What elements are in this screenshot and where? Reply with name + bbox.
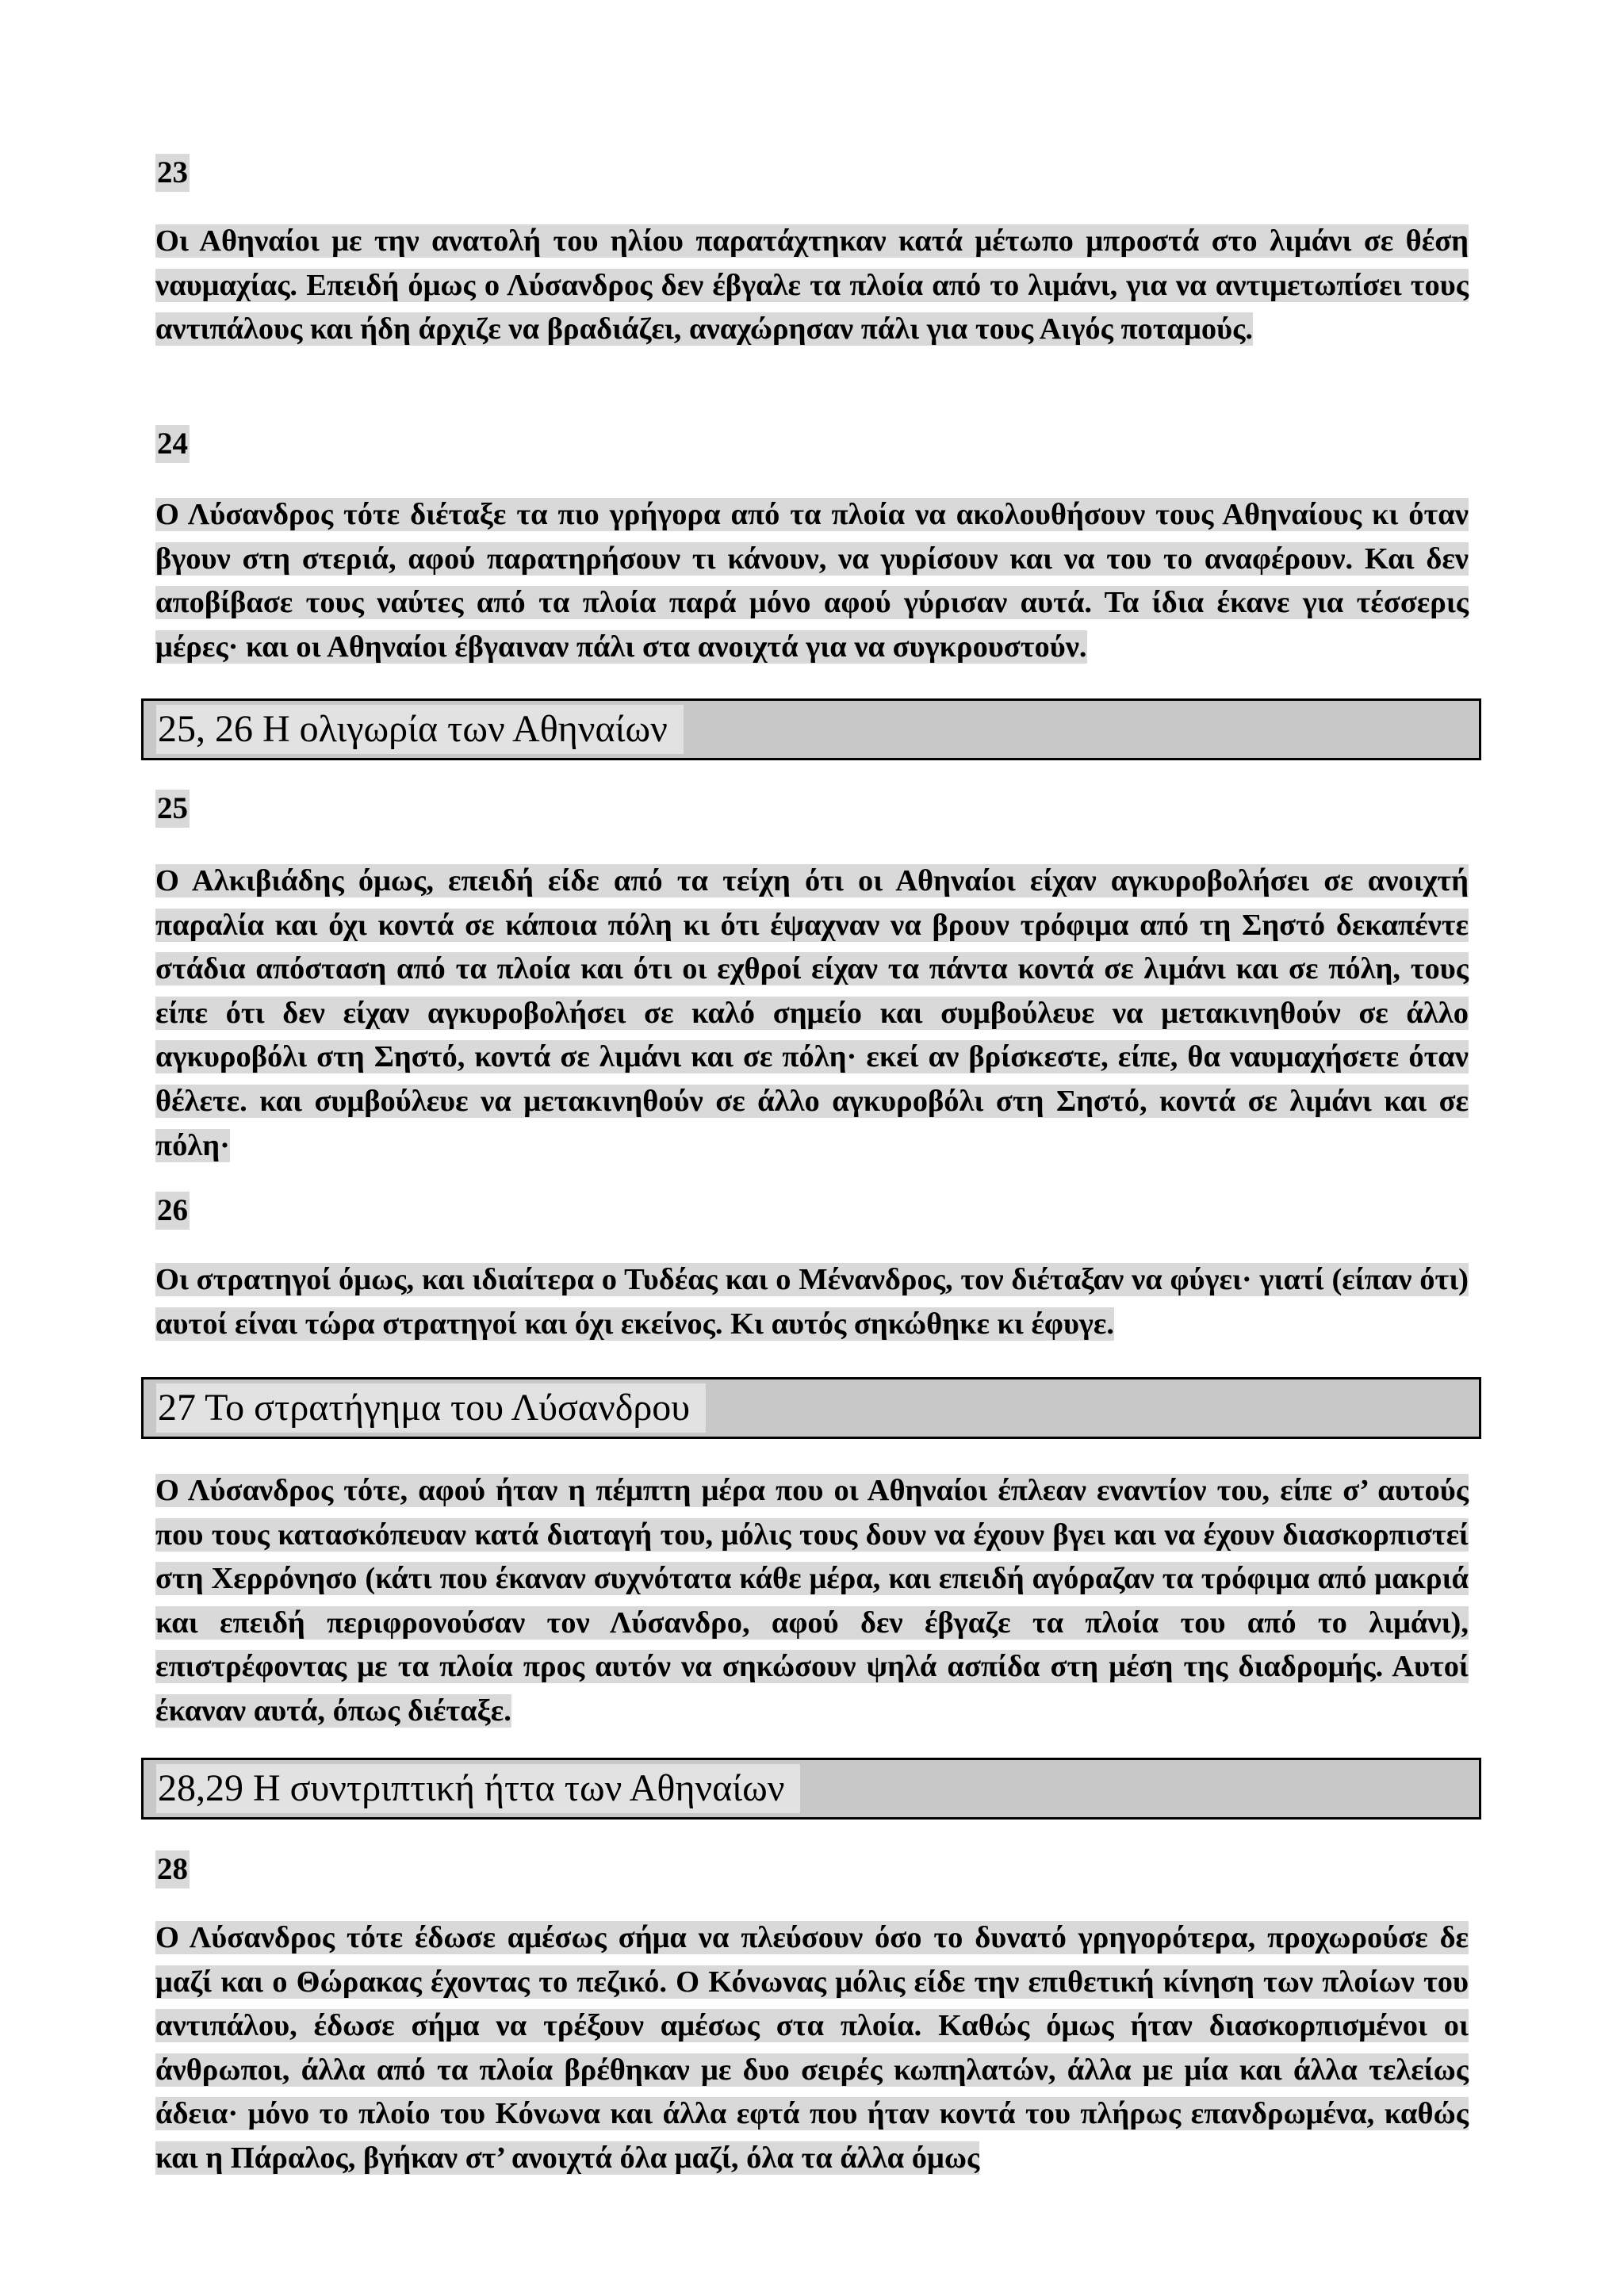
paragraph-26 <box>155 1258 1469 1346</box>
section-heading <box>141 698 1481 760</box>
paragraph-text: Οι Αθηναίοι με την ανατολή του ηλίου παρατάχτηκαν κατά μέτωπο μπροστά στο λιμάνι σε θέση ναυμαχίας. Επειδή όμως ο Λύσανδρος δεν έβγαλε τα πλοία από το λιμάνι, για να αντιμετωπίσει τους αντιπάλους και ήδη άρχιζε να βραδιάζει, αναχώρησαν πάλι για τους Αιγός ποταμούς. <box>155 224 1469 346</box>
paragraph-text: Οι στρατηγοί όμως, και ιδιαίτερα ο Τυδέας και ο Μένανδρος, τον διέταξαν να φύγει· γιατί (είπαν ότι) αυτοί είναι τώρα στρατηγοί και όχι εκείνος. Κι αυτός σηκώθηκε κι έφυγε. <box>155 1263 1469 1341</box>
heading-text: 28,29 Η συντριπτική ήττα των Αθηναίων <box>156 1764 800 1813</box>
section-heading <box>141 1377 1481 1439</box>
section-number: 28 <box>155 1850 190 1888</box>
paragraph-27 <box>155 1469 1469 1734</box>
paragraph-28 <box>155 1916 1469 2181</box>
heading-text: 27 Το στρατήγημα του Λύσανδρου <box>156 1383 706 1433</box>
paragraph-24 <box>155 493 1469 669</box>
paragraph-text: Ο Λύσανδρος τότε διέταξε τα πιο γρήγορα από τα πλοία να ακολουθήσουν τους Αθηναίους κι όταν βγουν στη στεριά, αφού παρατηρήσουν τι κάνουν, να γυρίσουν και να του το αναφέρουν. Και δεν αποβίβασε τους ναύτες από τα πλοία παρά μόνο αφού γύρισαν αυτά. Τα ίδια έκανε για τέσσερις μέρες· και οι Αθηναίοι έβγαιναν πάλι στα ανοιχτά για να συγκρουστούν. <box>155 498 1469 664</box>
paragraph-25 <box>155 859 1469 1168</box>
section-heading <box>141 1758 1481 1820</box>
section-number: 25 <box>155 790 190 828</box>
heading-text: 25, 26 Η ολιγωρία των Αθηναίων <box>156 705 684 754</box>
section-number: 24 <box>155 425 190 463</box>
paragraph-23 <box>155 220 1469 352</box>
paragraph-text: Ο Αλκιβιάδης όμως, επειδή είδε από τα τείχη ότι οι Αθηναίοι είχαν αγκυροβολήσει σε ανοιχτή παραλία και όχι κοντά σε κάποια πόλη κι ότι έψαχναν να βρουν τρόφιμα από τη Σηστό δεκαπέντε στάδια απόσταση από τα πλοία και ότι οι εχθροί είχαν τα πάντα κοντά σε λιμάνι και σε πόλη, τους είπε ότι δεν είχαν αγκυροβολήσει σε καλό σημείο και συμβούλευε να μετακινηθούν σε άλλο αγκυροβόλι στη Σηστό, κοντά σε λιμάνι και σε πόλη· εκεί αν βρίσκεστε, είπε, θα ναυμαχήσετε όταν θέλετε. και συμβούλευε να μετακινηθούν σε άλλο αγκυροβόλι στη Σηστό, κοντά σε λιμάνι και σε πόλη· <box>155 864 1469 1162</box>
paragraph-text: Ο Λύσανδρος τότε, αφού ήταν η πέμπτη μέρα που οι Αθηναίοι έπλεαν εναντίον του, είπε σ’ αυτούς που τους κατασκόπευαν κατά διαταγή του, μόλις τους δουν να έχουν βγει και να έχουν διασκορπιστεί στη Χερρόνησο (κάτι που έκαναν συχνότατα κάθε μέρα, και επειδή αγόραζαν τα τρόφιμα από μακριά και επειδή περιφρονούσαν τον Λύσανδρο, αφού δεν έβγαζε τα πλοία του από το λιμάνι), επιστρέφοντας με τα πλοία προς αυτόν να σηκώσουν ψηλά ασπίδα στη μέση της διαδρομής. Αυτοί έκαναν αυτά, όπως διέταξε. <box>155 1474 1469 1728</box>
paragraph-text: Ο Λύσανδρος τότε έδωσε αμέσως σήμα να πλεύσουν όσο το δυνατό γρηγορότερα, προχωρούσε δε μαζί και ο Θώρακας έχοντας το πεζικό. Ο Κόνωνας μόλις είδε την επιθετική κίνηση των πλοίων του αντιπάλου, έδωσε σήμα να τρέξουν αμέσως στα πλοία. Καθώς όμως ήταν διασκορπισμένοι οι άνθρωποι, άλλα από τα πλοία βρέθηκαν με δυο σειρές κωπηλατών, άλλα με μία και άλλα τελείως άδεια· μόνο το πλοίο του Κόνωνα και άλλα εφτά που ήταν κοντά του πλήρως επανδρωμένα, καθώς και η Πάραλος, βγήκαν στ’ ανοιχτά όλα μαζί, όλα τα άλλα όμως <box>155 1921 1469 2175</box>
section-number: 23 <box>155 154 190 192</box>
section-number: 26 <box>155 1192 190 1230</box>
